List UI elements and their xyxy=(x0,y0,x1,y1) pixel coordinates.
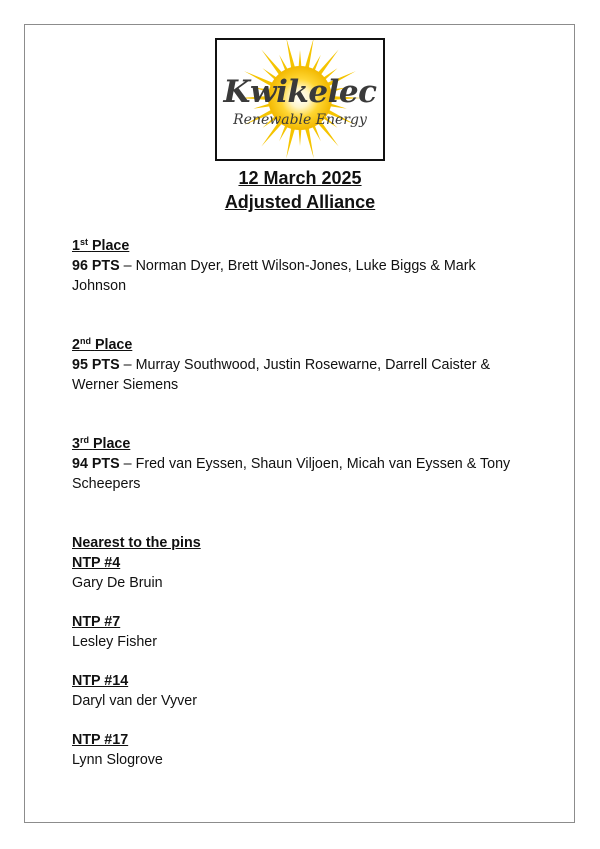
players: – Murray Southwood, Justin Rosewarne, Darrell Caister & Werner Siemens xyxy=(72,357,490,393)
place-heading: 2nd Place xyxy=(72,336,133,353)
points: 95 PTS xyxy=(72,357,120,373)
players: – Fred van Eyssen, Shaun Viljoen, Micah van Eyssen & Tony Scheepers xyxy=(72,456,511,492)
place-heading: 3rd Place xyxy=(72,435,131,452)
ntp-hole: NTP #4 xyxy=(72,555,121,571)
ntp-hole: NTP #7 xyxy=(72,614,121,630)
ntp-winner: Gary De Bruin xyxy=(72,575,163,591)
ntp-item-14 xyxy=(72,671,532,711)
event-date: 12 March 2025 xyxy=(238,168,362,188)
ntp-winner: Lynn Slogrove xyxy=(72,752,163,768)
points: 94 PTS xyxy=(72,456,120,472)
ntp-item-17 xyxy=(72,730,532,770)
ntp-hole: NTP #17 xyxy=(72,732,129,748)
brand-tagline: Renewable Energy xyxy=(233,112,367,128)
place-third xyxy=(72,434,532,494)
results-content xyxy=(72,236,532,789)
ntp-winner: Daryl van der Vyver xyxy=(72,693,198,709)
place-result xyxy=(72,355,532,395)
ntp-heading: Nearest to the pins xyxy=(72,535,201,551)
company-logo xyxy=(215,38,385,161)
place-heading: 1st Place xyxy=(72,237,130,254)
document-title xyxy=(0,166,600,214)
ntp-winner: Lesley Fisher xyxy=(72,634,158,650)
place-second xyxy=(72,335,532,395)
ntp-item-7 xyxy=(72,612,532,652)
ntp-hole: NTP #14 xyxy=(72,673,129,689)
players: – Norman Dyer, Brett Wilson-Jones, Luke Biggs & Mark Johnson xyxy=(72,258,476,294)
points: 96 PTS xyxy=(72,258,120,274)
sun-ray xyxy=(286,125,296,159)
brand-name: Kwikelec xyxy=(223,74,377,110)
place-result xyxy=(72,256,532,296)
place-result xyxy=(72,454,532,494)
event-name: Adjusted Alliance xyxy=(224,192,376,212)
ntp-item-4 xyxy=(72,553,532,593)
place-first xyxy=(72,236,532,296)
ntp-section xyxy=(72,533,532,770)
sun-ray xyxy=(304,125,314,159)
